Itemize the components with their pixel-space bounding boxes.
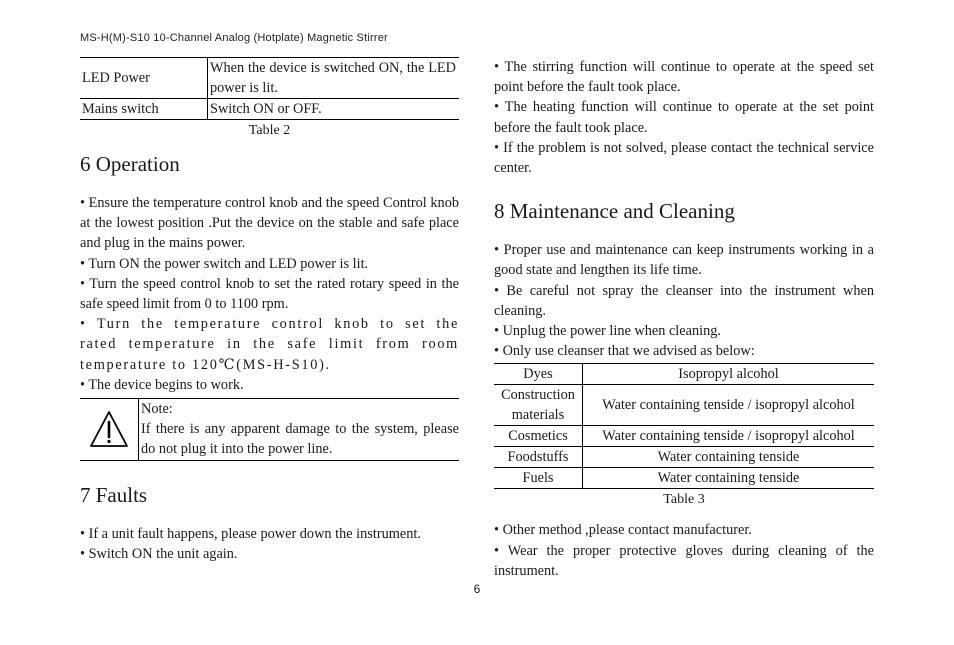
table-cell-desc: Switch ON or OFF. bbox=[208, 99, 460, 120]
table-3-caption: Table 3 bbox=[663, 492, 705, 508]
warning-icon bbox=[80, 399, 139, 460]
section-7-heading: 7 Faults bbox=[80, 482, 148, 507]
list-item: • Wear the proper protective gloves during cleaning of the instrument. bbox=[494, 542, 874, 579]
section-8-after bbox=[494, 520, 874, 581]
list-item: • If a unit fault happens, please power down the instrument. bbox=[80, 525, 421, 542]
list-item: • Only use cleanser that we advised as below: bbox=[494, 343, 755, 360]
list-item: • Turn ON the power switch and LED power is lit. bbox=[80, 255, 369, 272]
list-item: • Turn the speed control knob to set the rated rotary speed in the safe speed limit from 0 to 1100 rpm. bbox=[80, 275, 459, 313]
list-item: • Be careful not spray the cleanser into the instrument when cleaning. bbox=[494, 282, 874, 319]
list-item: • Other method ,please contact manufacturer. bbox=[494, 522, 752, 539]
faults-continued bbox=[494, 57, 874, 178]
table-2 bbox=[80, 57, 459, 120]
table-cell-item: Cosmetics bbox=[494, 426, 583, 447]
table-cell-item: Construction materials bbox=[494, 385, 583, 426]
running-header: MS-H(M)-S10 10-Channel Analog (Hotplate) Magnetic Stirrer bbox=[80, 32, 388, 44]
table-cell-cleanser: Water containing tenside bbox=[583, 447, 875, 468]
right-column bbox=[494, 57, 874, 581]
table-row bbox=[494, 364, 874, 385]
table-row bbox=[494, 426, 874, 447]
list-item: • Turn the temperature control knob to set the rated temperature in the safe limit from room temperature to 120℃(MS-H-S10). bbox=[80, 316, 459, 373]
note-text-block bbox=[139, 399, 459, 460]
table-cell-desc: When the device is switched ON, the LED power is lit. bbox=[210, 60, 456, 96]
table-row bbox=[80, 58, 459, 99]
list-item: • Proper use and maintenance can keep instruments working in a good state and lengthen its life time. bbox=[494, 242, 874, 279]
page-number: 6 bbox=[473, 582, 481, 596]
table-row bbox=[494, 468, 874, 489]
list-item: • Ensure the temperature control knob and the speed Control knob at the lowest position .Put the device on the stable and safe place and plug in the mains power. bbox=[80, 195, 459, 252]
note-box bbox=[80, 398, 459, 461]
table-cell-name: Mains switch bbox=[80, 99, 208, 120]
table-cell-item: Foodstuffs bbox=[494, 447, 583, 468]
table-row bbox=[494, 385, 874, 426]
table-row bbox=[494, 447, 874, 468]
note-label: Note: bbox=[141, 401, 173, 418]
table-cell-cleanser: Water containing tenside / isopropyl alcohol bbox=[583, 385, 875, 426]
table-row bbox=[80, 99, 459, 120]
table-2-caption: Table 2 bbox=[248, 123, 291, 138]
table-3 bbox=[494, 363, 874, 489]
list-item: • The stirring function will continue to operate at the speed set point before the fault took place. bbox=[494, 59, 874, 96]
table-cell-cleanser: Water containing tenside / isopropyl alcohol bbox=[583, 426, 875, 447]
note-text: If there is any apparent damage to the system, please do not plug it into the power line. bbox=[141, 421, 459, 458]
table-cell-item: Dyes bbox=[494, 364, 583, 385]
list-item: • If the problem is not solved, please contact the technical service center. bbox=[494, 139, 874, 177]
section-8-heading: 8 Maintenance and Cleaning bbox=[494, 199, 735, 224]
list-item: • Switch ON the unit again. bbox=[80, 545, 238, 562]
table-cell-cleanser: Water containing tenside bbox=[583, 468, 875, 489]
table-cell-item: Fuels bbox=[494, 468, 583, 489]
section-7-body bbox=[80, 524, 459, 564]
section-6-body bbox=[80, 193, 459, 395]
left-column bbox=[80, 57, 459, 564]
section-6-heading: 6 Operation bbox=[80, 152, 180, 176]
list-item: • The device begins to work. bbox=[80, 376, 244, 393]
list-item: • The heating function will continue to operate at the set point before the fault took place. bbox=[494, 99, 874, 136]
table-cell-name: LED Power bbox=[80, 58, 208, 99]
table-cell-cleanser: Isopropyl alcohol bbox=[678, 366, 779, 383]
section-8-body bbox=[494, 240, 874, 361]
list-item: • Unplug the power line when cleaning. bbox=[494, 323, 721, 340]
